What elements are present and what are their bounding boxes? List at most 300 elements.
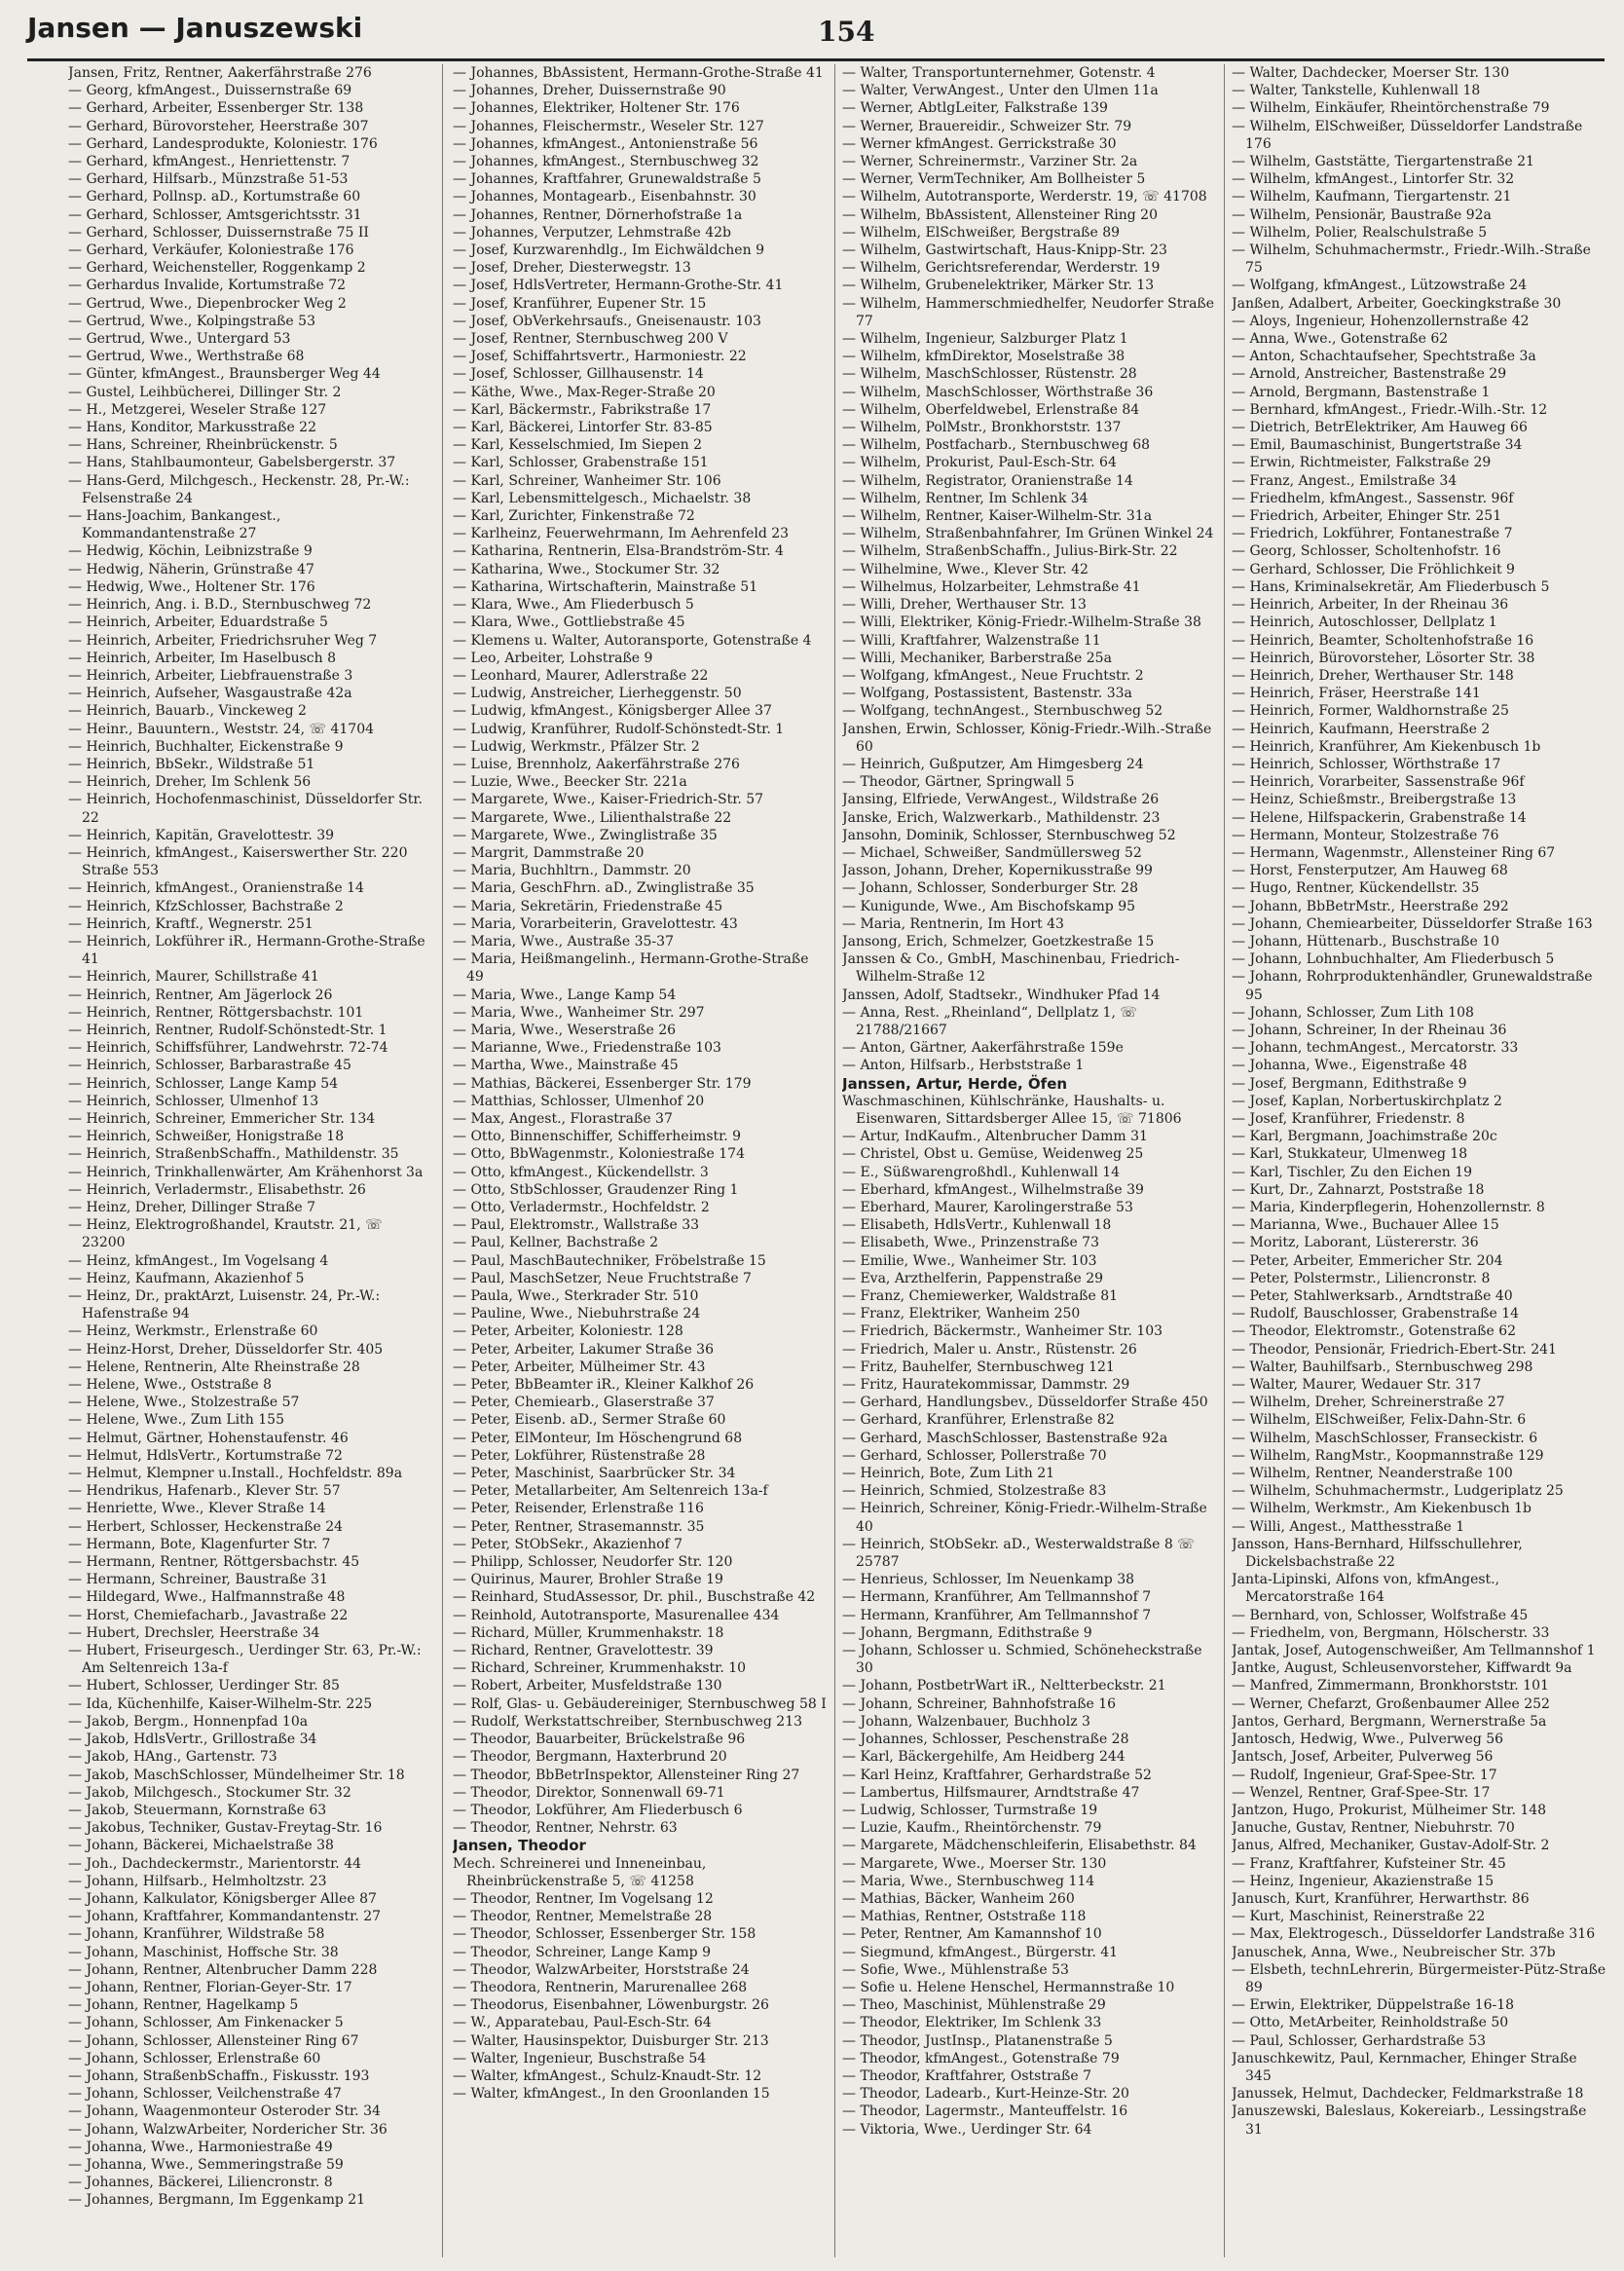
directory-entry: — Wilhelm, Gaststätte, Tiergartenstraße 21: [1232, 154, 1534, 170]
directory-entry: — Gerhard, Schlosser, Pollerstraße 70: [842, 1447, 1107, 1464]
directory-entry: — Theodor, BbBetrInspektor, Allensteiner Ring 27: [453, 1767, 800, 1783]
directory-entry: — Johann, BbBetrMstr., Heerstraße 292: [1232, 898, 1509, 914]
directory-entry: — Quirinus, Maurer, Brohler Straße 19: [453, 1572, 723, 1588]
directory-entry: — Hans, Stahlbaumonteur, Gabelsbergerstr. 37: [68, 455, 396, 471]
directory-entry: — Eberhard, kfmAngest., Wilhelmstraße 39: [842, 1181, 1144, 1198]
directory-entry: — Johanna, Wwe., Harmoniestraße 49: [68, 2139, 333, 2155]
directory-entry: — Heinrich, Bauarb., Vinckeweg 2: [68, 703, 307, 720]
directory-entry: — Heinrich, Arbeiter, Im Haselbusch 8: [68, 650, 336, 666]
directory-entry: — Johannes, kfmAngest., Sternbuschweg 32: [453, 154, 759, 170]
directory-entry: — Heinrich, Rentner, Am Jägerlock 26: [68, 987, 333, 1003]
directory-entry: — Elisabeth, Wwe., Prinzenstraße 73: [842, 1235, 1099, 1251]
directory-entry: — Johannes, Elektriker, Holtener Str. 176: [453, 100, 740, 117]
directory-column-3: [842, 64, 1217, 2257]
directory-entry: — Hermann, Bote, Klagenfurter Str. 7: [68, 1536, 331, 1552]
directory-entry: — Artur, IndKaufm., Altenbrucher Damm 31: [842, 1129, 1148, 1145]
directory-entry: — Wilhelm, Rentner, Neanderstraße 100: [1232, 1466, 1513, 1482]
directory-entry: — Fritz, Hauratekommissar, Dammstr. 29: [842, 1377, 1130, 1394]
column-divider: [834, 64, 835, 2257]
directory-entry: — Heinrich, Bürovorsteher, Lösorter Str. 38: [1232, 650, 1535, 666]
directory-entry: — Heinrich, Schreiner, Emmericher Str. 134: [68, 1110, 376, 1127]
directory-entry: — Johannes, Schlosser, Peschenstraße 28: [842, 1731, 1129, 1748]
directory-entry: — Maria, Kinderpflegerin, Hohenzollernstr. 8: [1232, 1200, 1545, 1215]
directory-entry: — Horst, Fensterputzer, Am Hauweg 68: [1232, 863, 1508, 879]
directory-entry: — Gerhard, Arbeiter, Essenberger Str. 138: [68, 100, 364, 117]
directory-entry: — Johannes, Verputzer, Lehmstraße 42b: [453, 224, 731, 241]
directory-entry: — Reinhard, StudAssessor, Dr. phil., Buschstraße 42: [453, 1589, 816, 1606]
directory-entry: — Ludwig, Schlosser, Turmstraße 19: [842, 1802, 1098, 1818]
directory-entry: — Johann, Schlosser, Zum Lith 108: [1232, 1004, 1474, 1021]
directory-entry: — Hedwig, Wwe., Holtener Str. 176: [68, 578, 315, 595]
directory-entry: — Hugo, Rentner, Kückendellstr. 35: [1232, 880, 1480, 897]
directory-entry: — Gerhard, Pollnsp. aD., Kortumstraße 60: [68, 189, 361, 205]
directory-entry: — Wilhelmine, Wwe., Klever Str. 42: [842, 561, 1089, 577]
directory-entry: — Gerhard, Weichensteller, Roggenkamp 2: [68, 260, 366, 277]
directory-entry: — Helmut, Klempner u.Install., Hochfeldstr. 89a: [68, 1466, 403, 1482]
directory-entry: — Maria, Wwe., Austraße 35-37: [453, 933, 674, 949]
directory-entry: — Peter, Rentner, Strasemannstr. 35: [453, 1518, 705, 1535]
directory-entry: — Werner kfmAngest. Gerrickstraße 30: [842, 135, 1117, 152]
directory-entry: Januschkewitz, Paul, Kernmacher, Ehinger Straße 345: [1232, 2050, 1577, 2084]
directory-entry: — Karl, Tischler, Zu den Eichen 19: [1232, 1164, 1473, 1180]
directory-entry: — Eva, Arzthelferin, Pappenstraße 29: [842, 1270, 1104, 1286]
directory-entry: — Heinrich, Schiffsführer, Landwehrstr. 72-74: [68, 1040, 388, 1057]
page-number: 154: [818, 16, 875, 48]
directory-entry: — Peter, Rentner, Am Kamannshof 10: [842, 1926, 1102, 1943]
directory-entry: — Pauline, Wwe., Niebuhrstraße 24: [453, 1306, 701, 1322]
directory-entry: — Gerhard, Hilfsarb., Münzstraße 51-53: [68, 171, 349, 188]
directory-entry: — Katharina, Wwe., Stockumer Str. 32: [453, 561, 720, 577]
directory-entry: — Heinr., Bauuntern., Weststr. 24, ☏ 41704: [68, 721, 375, 737]
directory-entry: — Eberhard, Maurer, Karolingerstraße 53: [842, 1200, 1133, 1215]
directory-entry: — Maria, Heißmangelinh., Hermann-Grothe-Straße 49: [453, 951, 809, 986]
directory-entry: — Bernhard, kfmAngest., Friedr.-Wilh.-Str. 12: [1232, 401, 1548, 418]
directory-entry: — Heinz, kfmAngest., Im Vogelsang 4: [68, 1252, 329, 1269]
column-divider: [1224, 64, 1225, 2257]
directory-entry: — Johann, Maschinist, Hoffsche Str. 38: [68, 1944, 339, 1960]
directory-entry: — Leonhard, Maurer, Adlerstraße 22: [453, 667, 709, 684]
directory-entry: — Wilhelm, Ingenieur, Salzburger Platz 1: [842, 331, 1128, 348]
directory-entry: — Hans-Joachim, Bankangest., Kommandantenstraße 27: [68, 508, 281, 542]
directory-entry: — Johann, Waagenmonteur Osteroder Str. 34: [68, 2103, 381, 2120]
directory-entry: — Hendrikus, Hafenarb., Klever Str. 57: [68, 1483, 341, 1500]
directory-entry: — Theodor, Elektromstr., Gotenstraße 62: [1232, 1323, 1517, 1340]
directory-entry: — Dietrich, BetrElektriker, Am Hauweg 66: [1232, 420, 1528, 436]
directory-entry: — Johann, Schlosser, Veilchenstraße 47: [68, 2086, 342, 2103]
directory-entry: Jantsch, Josef, Arbeiter, Pulverweg 56: [1232, 1749, 1494, 1766]
directory-entry: — Heinrich, Schlosser, Lange Kamp 54: [68, 1075, 339, 1092]
directory-entry: — Robert, Arbeiter, Musfeldstraße 130: [453, 1678, 722, 1694]
directory-entry: — Hermann, Monteur, Stolzestraße 76: [1232, 827, 1499, 843]
directory-entry: — Heinrich, BbSekr., Wildstraße 51: [68, 756, 315, 772]
directory-entry: — Johann, Bäckerei, Michaelstraße 38: [68, 1838, 334, 1854]
directory-entry: Jansohn, Dominik, Schlosser, Sternbuschweg 52: [842, 827, 1176, 843]
directory-entry: — Johann, Lohnbuchhalter, Am Fliederbusch 5: [1232, 951, 1555, 968]
directory-entry: — Wolfgang, Postassistent, Bastenstr. 33a: [842, 686, 1132, 702]
directory-entry: — Sofie, Wwe., Mühlenstraße 53: [842, 1961, 1069, 1978]
directory-entry: — Karl, Bäckermstr., Fabrikstraße 17: [453, 401, 712, 418]
directory-entry: — Anton, Gärtner, Aakerfährstraße 159e: [842, 1040, 1124, 1057]
directory-entry: — Theodor, WalzwArbeiter, Horststraße 24: [453, 1961, 750, 1978]
directory-entry: — Henriette, Wwe., Klever Straße 14: [68, 1501, 326, 1517]
directory-entry: — Erwin, Richtmeister, Falkstraße 29: [1232, 455, 1492, 471]
directory-entry: — Theodor, Direktor, Sonnenwall 69-71: [453, 1784, 725, 1801]
directory-entry: — Gertrud, Wwe., Werthstraße 68: [68, 349, 305, 365]
directory-entry: — Werner, Schreinermstr., Varziner Str. 2a: [842, 154, 1138, 170]
directory-entry: — Johann, Rentner, Altenbrucher Damm 228: [68, 1961, 378, 1978]
directory-entry: — Maria, Wwe., Weserstraße 26: [453, 1022, 677, 1038]
directory-entry: — Theodor, Elektriker, Im Schlenk 33: [842, 2015, 1102, 2031]
directory-entry: — Willi, Kraftfahrer, Walzenstraße 11: [842, 632, 1101, 649]
directory-entry: — Helene, Rentnerin, Alte Rheinstraße 28: [68, 1359, 360, 1375]
directory-entry: — Heinrich, Schlosser, Ulmenhof 13: [68, 1093, 319, 1109]
running-head: Jansen — Januszewski: [27, 12, 363, 44]
directory-entry: — Otto, BbWagenmstr., Koloniestraße 174: [453, 1146, 745, 1163]
directory-entry: — Emilie, Wwe., Wanheimer Str. 103: [842, 1252, 1097, 1269]
directory-entry: — Peter, Reisender, Erlenstraße 116: [453, 1501, 704, 1517]
directory-entry: — Heinrich, Vorarbeiter, Sassenstraße 96f: [1232, 774, 1525, 791]
directory-entry: — Walter, Transportunternehmer, Gotenstr. 4: [842, 65, 1156, 81]
directory-entry: — Theodor, Schlosser, Essenberger Str. 158: [453, 1926, 757, 1943]
directory-entry: — Heinrich, Ang. i. B.D., Sternbuschweg 72: [68, 597, 372, 614]
directory-entry: — Otto, StbSchlosser, Graudenzer Ring 1: [453, 1181, 739, 1198]
directory-entry: — Margarete, Wwe., Lilienthalstraße 22: [453, 809, 732, 826]
directory-entry: — Heinrich, Schreiner, König-Friedr.-Wilhelm-Straße 40: [842, 1501, 1207, 1535]
directory-entry: — Heinrich, kfmAngest., Oranienstraße 14: [68, 880, 364, 897]
directory-columns: [68, 64, 1605, 2257]
directory-entry: — Kunigunde, Wwe., Am Bischofskamp 95: [842, 898, 1136, 914]
directory-entry: — Hedwig, Köchin, Leibnizstraße 9: [68, 543, 313, 560]
directory-entry: — Heinrich, Fräser, Heerstraße 141: [1232, 686, 1481, 702]
directory-entry: — Jakob, HAng., Gartenstr. 73: [68, 1749, 277, 1766]
directory-entry: — Heinrich, Rentner, Röttgersbachstr. 101: [68, 1004, 364, 1021]
directory-entry: — Paul, Schlosser, Gerhardstraße 53: [1232, 2032, 1486, 2049]
directory-entry: — Peter, StObSekr., Akazienhof 7: [453, 1536, 683, 1552]
directory-entry: — Peter, Polstermstr., Liliencronstr. 8: [1232, 1270, 1491, 1286]
directory-entry: — Gerhard, kfmAngest., Henriettenstr. 7: [68, 154, 351, 170]
directory-entry: — Wilhelm, Einkäufer, Rheintörchenstraße 79: [1232, 100, 1550, 117]
directory-column-2: [453, 64, 828, 2257]
directory-entry: — Hubert, Drechsler, Heerstraße 34: [68, 1624, 320, 1641]
directory-entry: — Heinrich, Kranführer, Am Kiekenbusch 1b: [1232, 738, 1541, 755]
directory-entry: — Franz, Chemiewerker, Waldstraße 81: [842, 1288, 1119, 1305]
directory-entry: — Heinrich, Maurer, Schillstraße 41: [68, 969, 319, 986]
directory-entry: — Heinrich, Dreher, Werthauser Str. 148: [1232, 667, 1514, 684]
directory-entry: — Heinrich, Verladermstr., Elisabethstr. 26: [68, 1181, 366, 1198]
directory-entry: Janshen, Erwin, Schlosser, König-Friedr.-Wilh.-Straße 60: [842, 721, 1212, 755]
header-rule: [27, 58, 1605, 61]
directory-entry: — Ida, Küchenhilfe, Kaiser-Wilhelm-Str. 225: [68, 1695, 373, 1712]
directory-entry: — Heinrich, Bote, Zum Lith 21: [842, 1466, 1055, 1482]
directory-entry: — Heinrich, Hochofenmaschinist, Düsseldorfer Str. 22: [68, 792, 424, 826]
directory-entry: — Wilhelm, RangMstr., Koopmannstraße 129: [1232, 1447, 1544, 1464]
directory-entry: — Theodor, Pensionär, Friedrich-Ebert-Str. 241: [1232, 1341, 1557, 1358]
directory-entry: Janussek, Helmut, Dachdecker, Feldmarkstraße 18: [1232, 2086, 1584, 2103]
directory-entry: — Johann, Schlosser u. Schmied, Schöneheckstraße 30: [842, 1643, 1202, 1677]
directory-entry: — Walter, kfmAngest., In den Groonlanden 15: [453, 2086, 770, 2103]
directory-entry: — Theodor, Rentner, Nehrstr. 63: [453, 1820, 678, 1837]
directory-entry: — Hermann, Kranführer, Am Tellmannshof 7: [842, 1607, 1152, 1623]
directory-entry: — Katharina, Wirtschafterin, Mainstraße 51: [453, 578, 758, 595]
directory-entry: — Heinrich, Arbeiter, Eduardstraße 5: [68, 614, 328, 631]
directory-entry: — Emil, Baumaschinist, Bungertstraße 34: [1232, 437, 1523, 454]
directory-entry: Janßen, Adalbert, Arbeiter, Goeckingkstraße 30: [1232, 295, 1562, 312]
directory-entry: — Karl Heinz, Kraftfahrer, Gerhardstraße 52: [842, 1767, 1152, 1783]
directory-entry: — Gerhard, Bürovorsteher, Heerstraße 307: [68, 118, 369, 134]
directory-entry: — Johannes, kfmAngest., Antonienstraße 56: [453, 135, 758, 152]
directory-entry: — Peter, BbBeamter iR., Kleiner Kalkhof 26: [453, 1377, 755, 1394]
directory-entry: — Theodorus, Eisenbahner, Löwenburgstr. 26: [453, 1997, 769, 2014]
directory-entry: — Günter, kfmAngest., Braunsberger Weg 44: [68, 366, 381, 383]
directory-entry: — Lambertus, Hilfsmaurer, Arndtstraße 47: [842, 1784, 1140, 1801]
directory-entry: — Horst, Chemiefacharb., Javastraße 22: [68, 1607, 349, 1623]
directory-entry: — Helene, Hilfspackerin, Grabenstraße 14: [1232, 809, 1527, 826]
directory-entry: — Hans-Gerd, Milchgesch., Heckenstr. 28, Pr.-W.: Felsenstraße 24: [68, 472, 410, 506]
directory-entry: — Heinrich, Lokführer iR., Hermann-Grothe-Straße 41: [68, 933, 425, 968]
directory-entry: — Heinrich, kfmAngest., Kaiserswerther Str. 220 Straße 553: [68, 844, 408, 879]
directory-entry: Jantke, August, Schleusenvorsteher, Kiffwardt 9a: [1232, 1660, 1572, 1677]
directory-entry: — Maria, Rentnerin, Im Hort 43: [842, 915, 1064, 932]
directory-entry: — Erwin, Elektriker, Düppelstraße 16-18: [1232, 1997, 1515, 2014]
directory-entry: — Mathias, Bäckerei, Essenberger Str. 179: [453, 1075, 752, 1092]
directory-entry: Jansson, Hans-Bernhard, Hilfsschullehrer, Dickelsbachstraße 22: [1232, 1536, 1523, 1571]
directory-entry: — Theodor, Lokführer, Am Fliederbusch 6: [453, 1802, 743, 1818]
directory-entry: — E., Süßwarengroßhdl., Kuhlenwall 14: [842, 1164, 1121, 1180]
directory-entry: — Elisabeth, HdlsVertr., Kuhlenwall 18: [842, 1217, 1112, 1234]
directory-entry: — Josef, Schlosser, Gillhausenstr. 14: [453, 366, 704, 383]
directory-entry: — Klara, Wwe., Gottliebstraße 45: [453, 614, 685, 631]
directory-entry: — Wilhelm, BbAssistent, Allensteiner Ring 20: [842, 206, 1158, 223]
directory-entry: — Gerhard, MaschSchlosser, Bastenstraße 92a: [842, 1430, 1168, 1446]
directory-entry: — Rolf, Glas- u. Gebäudereiniger, Sternbuschweg 58 I: [453, 1695, 827, 1712]
directory-entry: — Wilhelm, MaschSchlosser, Wörthstraße 36: [842, 384, 1154, 400]
directory-entry: — Heinrich, Gußputzer, Am Himgesberg 24: [842, 756, 1144, 772]
directory-entry: — Margarete, Wwe., Zwinglistraße 35: [453, 827, 718, 843]
directory-entry: — Friedrich, Arbeiter, Ehinger Str. 251: [1232, 508, 1502, 525]
directory-entry: — Katharina, Rentnerin, Elsa-Brandström-Str. 4: [453, 543, 784, 560]
directory-entry: — Luzie, Wwe., Beecker Str. 221a: [453, 774, 687, 791]
directory-entry: — Wilhelm, Polier, Realschulstraße 5: [1232, 224, 1488, 241]
directory-entry: — Heinz, Schießmstr., Breibergstraße 13: [1232, 792, 1517, 808]
directory-entry: — Theodor, Bergmann, Haxterbrund 20: [453, 1749, 727, 1766]
directory-entry: Januszewski, Baleslaus, Kokereiarb., Lessingstraße 31: [1232, 2103, 1587, 2138]
directory-entry: — Georg, kfmAngest., Duissernstraße 69: [68, 83, 352, 99]
directory-entry: — Wilhelm, Rentner, Im Schlenk 34: [842, 490, 1089, 506]
directory-entry: — Hubert, Schlosser, Uerdinger Str. 85: [68, 1678, 340, 1694]
directory-entry: — Käthe, Wwe., Max-Reger-Straße 20: [453, 384, 716, 400]
directory-entry: Janus, Alfred, Mechaniker, Gustav-Adolf-Str. 2: [1232, 1838, 1550, 1854]
directory-entry: — Karl, Bergmann, Joachimstraße 20c: [1232, 1129, 1497, 1145]
directory-entry: — Heinrich, Rentner, Rudolf-Schönstedt-Str. 1: [68, 1022, 388, 1038]
directory-entry: — Peter, Arbeiter, Lakumer Straße 36: [453, 1341, 714, 1358]
directory-entry: — Wilhelm, Kaufmann, Tiergartenstr. 21: [1232, 189, 1512, 205]
directory-entry: — Werner, AbtlgLeiter, Falkstraße 139: [842, 100, 1108, 117]
directory-entry: — Wilhelm, Rentner, Kaiser-Wilhelm-Str. 31a: [842, 508, 1153, 525]
directory-entry: — Paul, Elektromstr., Wallstraße 33: [453, 1217, 700, 1234]
directory-entry: — Peter, Eisenb. aD., Sermer Straße 60: [453, 1412, 726, 1429]
directory-entry: — Kurt, Dr., Zahnarzt, Poststraße 18: [1232, 1181, 1485, 1198]
directory-entry: — Gerhard, Schlosser, Die Fröhlichkeit 9: [1232, 561, 1515, 577]
directory-entry: — Peter, Arbeiter, Koloniestr. 128: [453, 1323, 683, 1340]
directory-entry: — Wilhelm, kfmAngest., Lintorfer Str. 32: [1232, 171, 1515, 188]
directory-entry: — Bernhard, von, Schlosser, Wolfstraße 45: [1232, 1607, 1529, 1623]
directory-entry: — Klara, Wwe., Am Fliederbusch 5: [453, 597, 694, 614]
directory-entry: — Johannes, Bergmann, Im Eggenkamp 21: [68, 2192, 366, 2209]
directory-entry: — Otto, MetArbeiter, Reinholdstraße 50: [1232, 2015, 1509, 2031]
directory-entry: — Rudolf, Bauschlosser, Grabenstraße 14: [1232, 1306, 1520, 1322]
directory-entry: — Anna, Wwe., Gotenstraße 62: [1232, 331, 1449, 348]
directory-entry: — Viktoria, Wwe., Uerdinger Str. 64: [842, 2121, 1092, 2138]
directory-entry: — Johann, Schlosser, Allensteiner Ring 67: [68, 2032, 359, 2049]
directory-entry: — Johannes, Fleischermstr., Weseler Str. 127: [453, 118, 764, 134]
directory-entry: — Hans, Konditor, Markusstraße 22: [68, 420, 316, 436]
directory-entry: — Johann, Kalkulator, Königsberger Allee 87: [68, 1890, 377, 1907]
directory-entry: — Peter, Arbeiter, Emmericher Str. 204: [1232, 1252, 1503, 1269]
directory-entry: — Walter, kfmAngest., Schulz-Knaudt-Str. 12: [453, 2067, 762, 2084]
directory-entry: — Peter, Arbeiter, Mülheimer Str. 43: [453, 1359, 706, 1375]
directory-entry: — Johann, Hüttenarb., Buschstraße 10: [1232, 933, 1500, 949]
directory-entry: — Gertrud, Wwe., Untergard 53: [68, 331, 291, 348]
directory-entry: Jantosch, Hedwig, Wwe., Pulverweg 56: [1232, 1731, 1504, 1748]
directory-entry: — Johann, WalzwArbeiter, Nordericher Str. 36: [68, 2121, 388, 2138]
directory-entry: — Theodor, Schreiner, Lange Kamp 9: [453, 1944, 711, 1960]
directory-entry: Waschmaschinen, Kühlschränke, Haushalts- u. Eisenwaren, Sittardsberger Allee 15, ☏ 71806: [842, 1093, 1182, 1127]
directory-entry: — Johann, Schreiner, In der Rheinau 36: [1232, 1022, 1507, 1038]
directory-entry: — Helene, Wwe., Zum Lith 155: [68, 1412, 284, 1429]
directory-entry: — Heinrich, Dreher, Im Schlenk 56: [68, 774, 312, 791]
directory-entry: — Wilhelm, Hammerschmiedhelfer, Neudorfer Straße 77: [842, 295, 1215, 329]
directory-entry: — Peter, Maschinist, Saarbrücker Str. 34: [453, 1466, 736, 1482]
directory-entry: — Gerhard, Verkäufer, Koloniestraße 176: [68, 242, 354, 259]
directory-entry: — Johann, Rohrproduktenhändler, Grunewaldstraße 95: [1232, 969, 1593, 1003]
directory-entry: — Heinz, Ingenieur, Akazienstraße 15: [1232, 1873, 1495, 1889]
directory-entry: — Jakob, HdlsVertr., Grillostraße 34: [68, 1731, 317, 1748]
directory-entry: Januschek, Anna, Wwe., Neubreischer Str. 37b: [1232, 1944, 1556, 1960]
directory-entry: — Ludwig, Anstreicher, Lierheggenstr. 50: [453, 686, 742, 702]
directory-entry: — Mathias, Bäcker, Wanheim 260: [842, 1890, 1075, 1907]
directory-entry: — Johann, Bergmann, Edithstraße 9: [842, 1624, 1092, 1641]
directory-entry: Janta-Lipinski, Alfons von, kfmAngest., Mercatorstraße 164: [1232, 1572, 1500, 1606]
directory-entry: — Heinrich, Arbeiter, Liebfrauenstraße 3: [68, 667, 353, 684]
directory-entry: — Heinz, Dr., praktArzt, Luisenstr. 24, Pr.-W.: Hafenstraße 94: [68, 1288, 381, 1322]
directory-entry: Janssen & Co., GmbH, Maschinenbau, Friedrich-Wilhelm-Straße 12: [842, 951, 1180, 986]
directory-entry: — Heinrich, Schmied, Stolzestraße 83: [842, 1483, 1107, 1500]
directory-entry: — Hans, Schreiner, Rheinbrückenstr. 5: [68, 437, 338, 454]
directory-entry: — Reinhold, Autotransporte, Masurenallee 434: [453, 1607, 780, 1623]
directory-entry: — Theodor, Rentner, Memelstraße 28: [453, 1909, 713, 1925]
directory-entry: — Walter, Ingenieur, Buschstraße 54: [453, 2050, 707, 2066]
directory-entry: — Moritz, Laborant, Lüstererstr. 36: [1232, 1235, 1479, 1251]
directory-entry: — Walter, VerwAngest., Unter den Ulmen 11a: [842, 83, 1159, 99]
directory-entry: — Willi, Dreher, Werthauser Str. 13: [842, 597, 1087, 614]
directory-entry: — Maria, Wwe., Wanheimer Str. 297: [453, 1004, 705, 1021]
directory-entry: — Otto, Verladermstr., Hochfeldstr. 2: [453, 1200, 710, 1215]
directory-entry: — Jakob, Milchgesch., Stockumer Str. 32: [68, 1784, 351, 1801]
directory-entry: — Hedwig, Näherin, Grünstraße 47: [68, 561, 314, 577]
directory-entry: — Margarete, Wwe., Kaiser-Friedrich-Str. 57: [453, 792, 764, 808]
directory-entry: — Wolfgang, kfmAngest., Neue Fruchtstr. 2: [842, 667, 1144, 684]
directory-entry: — Karlheinz, Feuerwehrmann, Im Aehrenfeld 23: [453, 526, 790, 542]
directory-entry: — Otto, Binnenschiffer, Schifferheimstr. 9: [453, 1129, 742, 1145]
directory-entry: — Heinrich, Schweißer, Honigstraße 18: [68, 1129, 345, 1145]
directory-entry: — Maria, Sekretärin, Friedenstraße 45: [453, 898, 723, 914]
directory-entry: — Anton, Schachtaufseher, Spechtstraße 3a: [1232, 349, 1536, 365]
directory-entry: — Werner, Chefarzt, Großenbaumer Allee 252: [1232, 1695, 1550, 1712]
directory-entry: — Heinrich, Trinkhallenwärter, Am Krähenhorst 3a: [68, 1164, 424, 1180]
directory-entry: Jasson, Johann, Dreher, Kopernikusstraße 99: [842, 863, 1153, 879]
directory-entry: — Wilhelm, Grubenelektriker, Märker Str. 13: [842, 278, 1155, 294]
directory-heading: Jansen, Theodor: [453, 1837, 586, 1855]
directory-entry: — Wilhelm, Gastwirtschaft, Haus-Knipp-Str. 23: [842, 242, 1167, 259]
directory-entry: — Johann, Rentner, Hagelkamp 5: [68, 1997, 299, 2014]
directory-entry: — Wilhelm, Postfacharb., Sternbuschweg 68: [842, 437, 1151, 454]
directory-entry: — Johann, Schlosser, Sonderburger Str. 28: [842, 880, 1138, 897]
directory-entry: — Heinrich, Schlosser, Barbarastraße 45: [68, 1058, 351, 1074]
directory-entry: — Theodor, kfmAngest., Gotenstraße 79: [842, 2050, 1120, 2066]
directory-entry: Jantak, Josef, Autogenschweißer, Am Tellmannshof 1: [1232, 1643, 1596, 1659]
directory-entry: Jansen, Fritz, Rentner, Aakerfährstraße 276: [68, 65, 372, 81]
directory-entry: — Wilhelm, Dreher, Schreinerstraße 27: [1232, 1395, 1505, 1411]
directory-entry: — Johann, Schreiner, Bahnhofstraße 16: [842, 1695, 1117, 1712]
directory-entry: — Gustel, Leihbücherei, Dillinger Str. 2: [68, 384, 342, 400]
directory-entry: — Marianna, Wwe., Buchauer Allee 15: [1232, 1217, 1499, 1234]
directory-entry: — Peter, Lokführer, Rüstenstraße 28: [453, 1447, 706, 1464]
directory-entry: — Heinrich, Kapitän, Gravelottestr. 39: [68, 827, 335, 843]
directory-entry: — Willi, Angest., Matthesstraße 1: [1232, 1518, 1465, 1535]
directory-entry: — Theodor, Bauarbeiter, Brückelstraße 96: [453, 1731, 746, 1748]
directory-entry: — Wolfgang, kfmAngest., Lützowstraße 24: [1232, 278, 1528, 294]
directory-entry: — Marianne, Wwe., Friedenstraße 103: [453, 1040, 721, 1057]
directory-entry: — Paula, Wwe., Sterkrader Str. 510: [453, 1288, 699, 1305]
directory-entry: — Theodor, Gärtner, Springwall 5: [842, 774, 1075, 791]
directory-entry: — Josef, Kranführer, Friedenstr. 8: [1232, 1110, 1465, 1127]
directory-entry: Janssen, Adolf, Stadtsekr., Windhuker Pfad 14: [842, 987, 1161, 1003]
directory-entry: — Michael, Schweißer, Sandmüllersweg 52: [842, 844, 1142, 861]
directory-entry: — Helene, Wwe., Stolzestraße 57: [68, 1395, 300, 1411]
directory-entry: — Johannes, Kraftfahrer, Grunewaldstraße 5: [453, 171, 761, 188]
directory-entry: — Elsbeth, technLehrerin, Bürgermeister-Pütz-Straße 89: [1232, 1961, 1606, 1995]
directory-entry: — Anton, Hilfsarb., Herbststraße 1: [842, 1058, 1085, 1074]
directory-entry: — Johannes, Dreher, Duissernstraße 90: [453, 83, 726, 99]
directory-entry: — Rudolf, Werkstattschreiber, Sternbuschweg 213: [453, 1713, 803, 1730]
directory-entry: — Theodor, Lagermstr., Manteuffelstr. 16: [842, 2103, 1128, 2120]
directory-entry: — Wilhelmus, Holzarbeiter, Lehmstraße 41: [842, 578, 1141, 595]
directory-entry: — Heinz, Werkmstr., Erlenstraße 60: [68, 1323, 318, 1340]
directory-entry: — Johann, PostbetrWart iR., Neltterbeckstr. 21: [842, 1678, 1166, 1694]
column-divider: [442, 64, 443, 2257]
directory-entry: — Wilhelm, Gerichtsreferendar, Werderstr. 19: [842, 260, 1161, 277]
directory-entry: — Johann, Chemiearbeiter, Düsseldorfer Straße 163: [1232, 915, 1593, 932]
directory-entry: — Gertrud, Wwe., Kolpingstraße 53: [68, 313, 315, 329]
directory-entry: — Heinrich, Arbeiter, In der Rheinau 36: [1232, 597, 1509, 614]
directory-entry: — Johann, Schlosser, Erlenstraße 60: [68, 2050, 321, 2066]
directory-entry: — Jakob, Bergm., Honnenpfad 10a: [68, 1713, 309, 1730]
directory-entry: Jansong, Erich, Schmelzer, Goetzkestraße 15: [842, 933, 1155, 949]
directory-entry: — Max, Elektrogesch., Düsseldorfer Landstraße 316: [1232, 1926, 1596, 1943]
directory-entry: — Richard, Schreiner, Krummenhakstr. 10: [453, 1660, 747, 1677]
directory-entry: — Wilhelm, Registrator, Oranienstraße 14: [842, 472, 1133, 489]
directory-entry: — Christel, Obst u. Gemüse, Weidenweg 25: [842, 1146, 1144, 1163]
directory-entry: — Friedrich, Bäckermstr., Wanheimer Str. 103: [842, 1323, 1163, 1340]
directory-entry: — Heinrich, StObSekr. aD., Westerwaldstraße 8 ☏ 25787: [842, 1536, 1195, 1571]
directory-entry: — Hildegard, Wwe., Halfmannstraße 48: [68, 1589, 346, 1606]
directory-entry: Mech. Schreinerei und Inneneinbau, Rheinbrückenstraße 5, ☏ 41258: [453, 1855, 707, 1889]
directory-entry: — Aloys, Ingenieur, Hohenzollernstraße 42: [1232, 313, 1530, 329]
directory-entry: — Theodor, Ladearb., Kurt-Heinze-Str. 20: [842, 2086, 1129, 2103]
directory-entry: — Josef, HdlsVertreter, Hermann-Grothe-Str. 41: [453, 278, 784, 294]
directory-heading: Janssen, Artur, Herde, Öfen: [842, 1074, 1068, 1093]
directory-entry: — Johann, Hilfsarb., Helmholtzstr. 23: [68, 1873, 327, 1889]
